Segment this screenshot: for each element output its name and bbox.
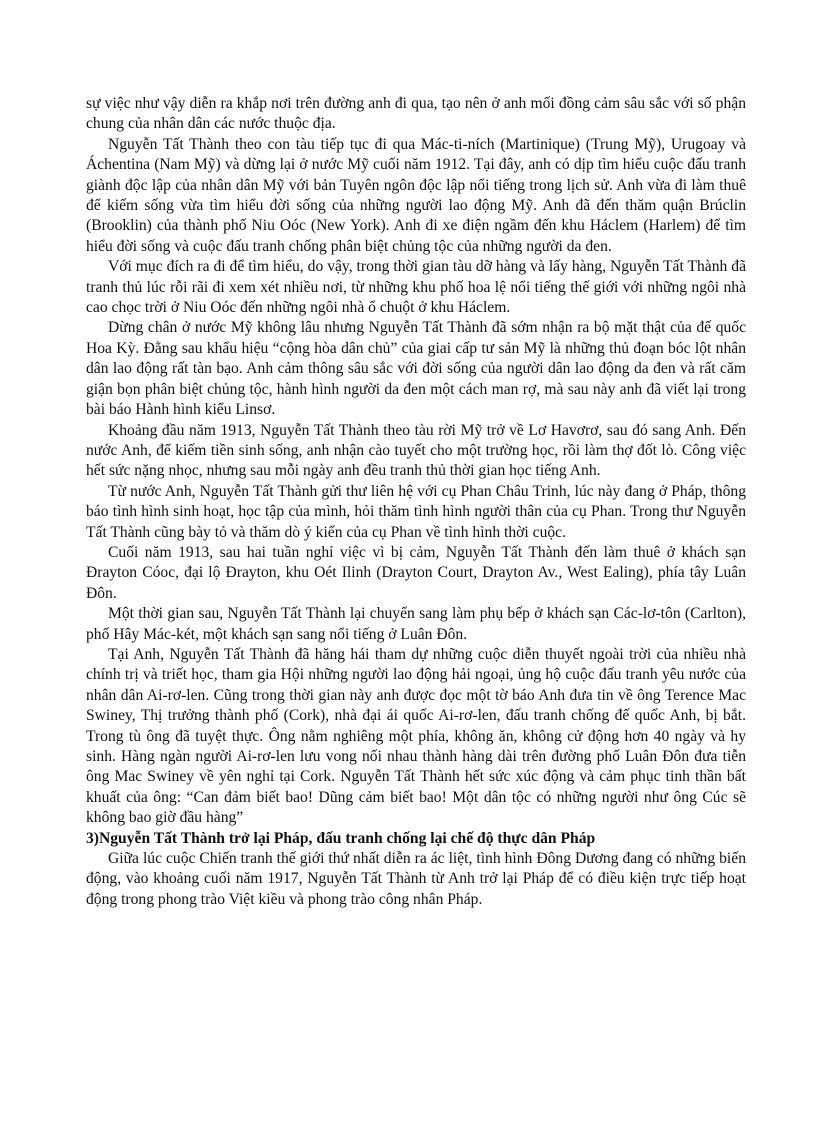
paragraph-drayton-court: Cuối năm 1913, sau hai tuần nghỉ việc vì bị cảm, Nguyễn Tất Thành đến làm thuê ở khách sạn Đrayton Cóoc, đại lộ Đrayton, khu Oét Ilinh (Drayton Court, Drayton Av., West Ealing), phía tây Luân Đôn. bbox=[86, 543, 746, 602]
paragraph-carlton-hotel: Một thời gian sau, Nguyễn Tất Thành lại chuyển sang làm phụ bếp ở khách sạn Các-lơ-tôn (Carlton), phố Hây Mác-két, một khách sạn sang nổi tiếng ở Luân Đôn. bbox=[86, 605, 746, 643]
paragraph-arrival-america: Nguyễn Tất Thành theo con tàu tiếp tục đi qua Mác-ti-ních (Martinique) (Trung Mỹ), Urugoay và Áchentina (Nam Mỹ) và dừng lại ở nước Mỹ cuối năm 1912. Tại đây, anh có dịp tìm hiểu cuộc đấu tranh giành độc lập của nhân dân Mỹ với bản Tuyên ngôn độc lập nổi tiếng trong lịch sử. Anh vừa đi làm thuê để kiếm sống vừa tìm hiểu đời sống của những người lao động Mỹ. Anh đã đến thăm quận Brúclin (Brooklin) của thành phố Niu Oóc (New York). Anh đi xe điện ngầm đến khu Háclem (Harlem) để tìm hiểu đời sống và cuộc đấu tranh chống phân biệt chủng tộc của những người da đen. bbox=[86, 135, 746, 255]
paragraph-exploring-new-york: Với mục đích ra đi để tìm hiểu, do vậy, trong thời gian tàu dỡ hàng và lấy hàng, Nguyễn Tất Thành đã tranh thủ lúc rỗi rãi đi xem xét nhiều nơi, từ những khu phố hoa lệ nổi tiếng thế giới với những ngôi nhà cao chọc trời ở Niu Oóc đến những ngôi nhà ổ chuột ở khu Háclem. bbox=[86, 258, 746, 317]
section-heading: 3)Nguyễn Tất Thành trở lại Pháp, đấu tranh chống lại chế độ thực dân Pháp bbox=[86, 829, 596, 847]
paragraph-to-england: Khoảng đầu năm 1913, Nguyễn Tất Thành theo tàu rời Mỹ trở về Lơ Havơrơ, sau đó sang Anh. Đến nước Anh, để kiếm tiền sinh sống, anh nhận cào tuyết cho một trường học, rồi làm thợ đốt lò. Công việc hết sức nặng nhọc, nhưng sau mỗi ngày anh đều tranh thủ thời gian học tiếng Anh. bbox=[86, 421, 746, 480]
document-page bbox=[86, 94, 746, 910]
paragraph-return-to-france: Giữa lúc cuộc Chiến tranh thế giới thứ nhất diễn ra ác liệt, tình hình Đông Dương đang có những biến động, vào khoảng cuối năm 1917, Nguyễn Tất Thành từ Anh trở lại Pháp để có điều kiện trực tiếp hoạt động trong phong trào Việt kiều và phong trào công nhân Pháp. bbox=[86, 850, 746, 908]
paragraph-mac-swiney: Tại Anh, Nguyễn Tất Thành đã hăng hái tham dự những cuộc diễn thuyết ngoài trời của nhiều nhà chính trị và triết học, tham gia Hội những người lao động hải ngoại, ủng hộ cuộc đấu tranh yêu nước của nhân dân Ai-rơ-len. Cũng trong thời gian này anh được đọc một tờ báo Anh đưa tin về ông Terence Mac Swiney, Thị trưởng thành phố (Cork), nhà đại ái quốc Ai-rơ-len, đấu tranh chống đế quốc Anh, bị bắt. Trong tù ông đã tuyệt thực. Ông nằm nghiêng một phía, không ăn, không cử động hơn 40 ngày và hy sinh. Hàng ngàn người Ai-rơ-len lưu vong nối nhau thành hàng dài trên đường phố Luân Đôn đưa tiễn ông Mac Swiney về yên nghỉ tại Cork. Nguyễn Tất Thành hết sức xúc động và cảm phục tinh thần bất khuất của ông: “Can đảm biết bao! Dũng cảm biết bao! Một dân tộc có những người như ông Cúc sẽ không bao giờ đầu hàng” bbox=[86, 645, 746, 827]
paragraph-letter-phan-chau-trinh: Từ nước Anh, Nguyễn Tất Thành gửi thư liên hệ với cụ Phan Châu Trinh, lúc này đang ở Pháp, thông báo tình hình sinh hoạt, học tập của mình, hỏi thăm tình hình người thân của cụ Phan. Trong thư Nguyễn Tất Thành cũng bày tỏ và thăm dò ý kiến của cụ Phan về tình hình thời cuộc. bbox=[86, 482, 746, 541]
paragraph-us-imperialism: Dừng chân ở nước Mỹ không lâu nhưng Nguyễn Tất Thành đã sớm nhận ra bộ mặt thật của đế quốc Hoa Kỳ. Đằng sau khẩu hiệu “cộng hòa dân chủ” của giai cấp tư sản Mỹ là những thủ đoạn bóc lột nhân dân lao động rất tàn bạo. Anh cảm thông sâu sắc với đời sống của người dân lao động da đen và rất căm giận bọn phân biệt chủng tộc, hành hình người da đen một cách man rợ, mà sau này anh đã viết lại trong bài báo Hành hình kiểu Linsơ. bbox=[86, 319, 746, 419]
paragraph-continuation: sự việc như vậy diễn ra khắp nơi trên đường anh đi qua, tạo nên ở anh mối đồng cảm sâu sắc với số phận chung của nhân dân các nước thuộc địa. bbox=[86, 95, 746, 133]
